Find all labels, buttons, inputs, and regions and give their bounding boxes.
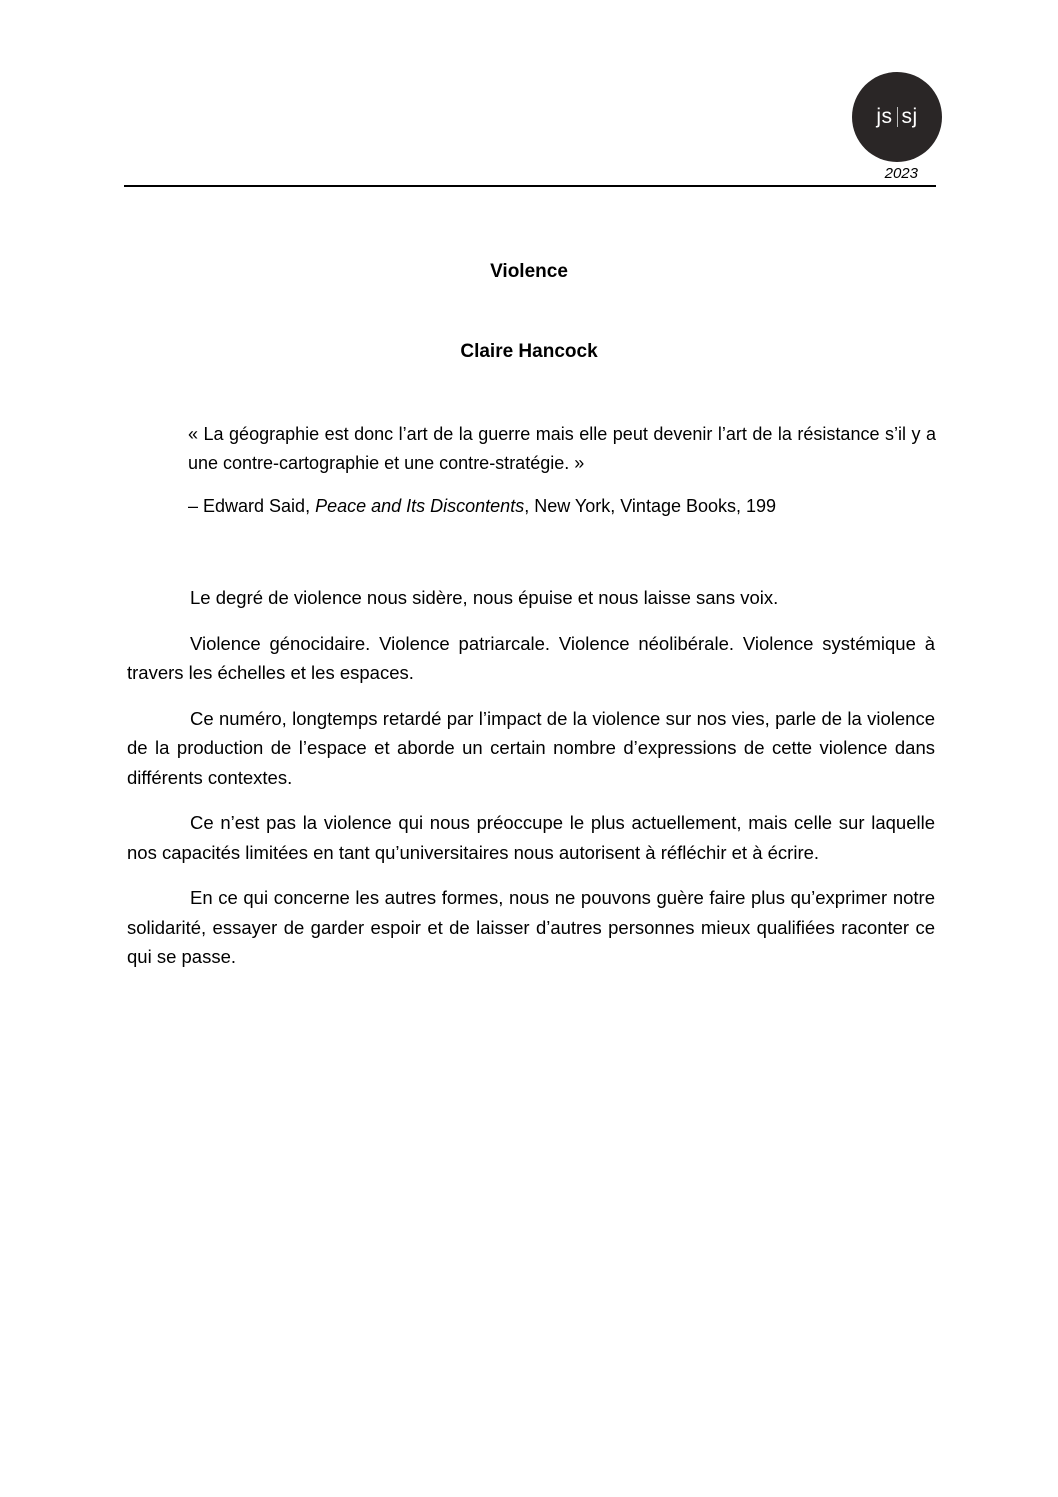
article-body [127,583,935,988]
article-author: Claire Hancock [460,341,598,362]
body-paragraph: Le degré de violence nous sidère, nous épuise et nous laisse sans voix. [190,587,779,608]
logo-letter-j2: j [912,105,918,128]
epigraph-source-title: Peace and Its Discontents [315,496,525,516]
epigraph-source-prefix: – Edward Said, [188,496,316,516]
journal-logo-text [852,72,942,162]
logo-letter-s2: s [901,105,913,128]
epigraph-quote: « La géographie est donc l’art de la guerre mais elle peut devenir l’art de la résistance s’il y a une contre-cartographie et une contre-stratégie. » [188,424,936,473]
logo-divider [897,107,898,127]
body-paragraph: En ce qui concerne les autres formes, nous ne pouvons guère faire plus qu’exprimer notre solidarité, essayer de garder espoir et de laisser d’autres personnes mieux qualifiées raconter ce qui se passe. [127,887,935,967]
body-paragraph: Ce numéro, longtemps retardé par l’impact de la violence sur nos vies, parle de la violence de la production de l’espace et aborde un certain nombre d’expressions de cette violence dans différents contextes. [127,707,935,788]
issue-year: 2023 [884,165,918,182]
epigraph-source [188,492,936,521]
epigraph [188,420,936,521]
header-rule [124,185,936,187]
journal-logo [852,72,942,162]
article-title: Violence [490,261,568,282]
body-paragraph: Ce n’est pas la violence qui nous préoccupe le plus actuellement, mais celle sur laquelle nos capacités limitées en tant qu’universitaires nous autorisent à réfléchir et à écrire. [127,812,935,863]
body-paragraph: Violence génocidaire. Violence patriarcale. Violence néolibérale. Violence systémique à travers les échelles et les espaces. [127,632,935,683]
epigraph-source-suffix: , New York, Vintage Books, 199 [524,496,777,516]
logo-letter-s: s [881,105,893,128]
logo-letter-j: j [876,105,882,128]
